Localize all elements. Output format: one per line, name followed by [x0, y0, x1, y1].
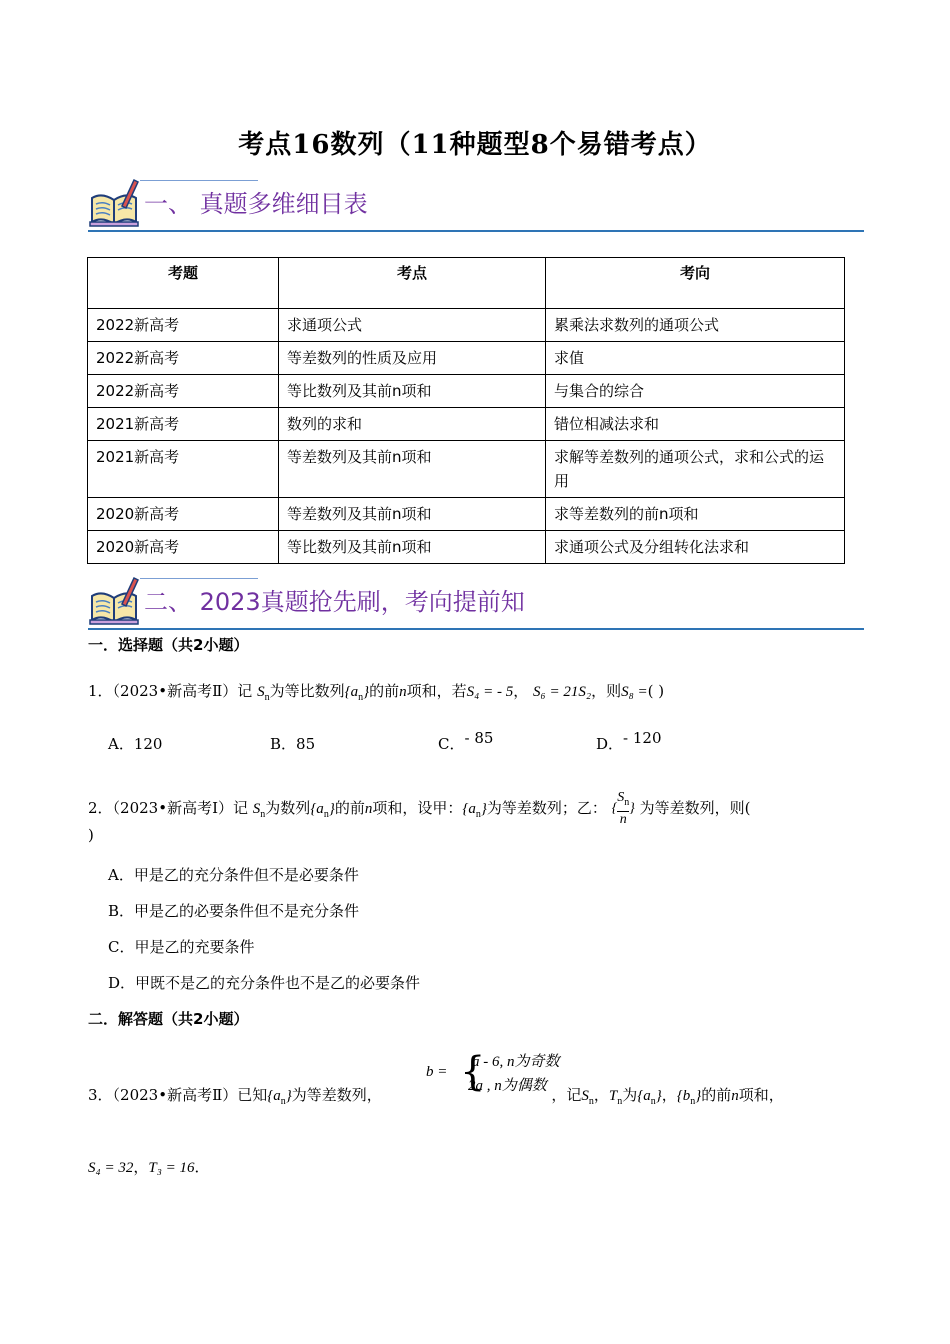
math-s8: S₈ =: [621, 684, 648, 700]
table-header-row: [88, 258, 845, 309]
option-label: A．: [108, 735, 134, 753]
math-n: n: [731, 1088, 739, 1104]
question-text: 为等比数列: [269, 682, 345, 700]
math-an: $\{a_n\}$: [344, 684, 370, 703]
math-sn: $S_n$: [252, 801, 266, 820]
question-source: （2023•新高考Ⅱ）: [112, 1086, 238, 1104]
option-value: - 120: [623, 729, 662, 747]
section-heading-2-text: 二、 2023真题抢先刷，考向提前知: [144, 588, 525, 616]
math-s4: S₄ = 32: [88, 1160, 134, 1176]
option-b[interactable]: [270, 733, 315, 754]
math-t3: T₃ = 16: [148, 1160, 195, 1176]
question-text: 为: [622, 1086, 638, 1104]
question-text: 的前: [334, 799, 365, 817]
option-value: - 85: [464, 729, 494, 747]
math-an: $\{a_n\}$: [637, 1088, 662, 1107]
question-text: ，: [133, 1158, 149, 1176]
open-book-icon: [88, 574, 140, 626]
question-source: （2023•新高考Ⅰ）: [112, 799, 233, 817]
question-text: 记: [237, 682, 253, 700]
option-value: 85: [296, 735, 316, 753]
table-cell: 求通项公式及分组转化法求和: [546, 531, 845, 564]
table-cell: 2022新高考: [88, 309, 279, 342]
table-cell: 等差数列及其前n项和: [279, 498, 546, 531]
section-heading-1: [88, 176, 864, 232]
math-bn: b =: [426, 1064, 448, 1080]
math-tn: $T_n$: [608, 1088, 623, 1107]
question-text: 的前: [701, 1086, 732, 1104]
question-number: 1．: [88, 682, 113, 700]
question-text: 已知: [237, 1086, 268, 1104]
question-3-conditions: [88, 1154, 210, 1181]
table-cell: 等差数列及其前n项和: [279, 441, 546, 498]
question-text: 的前: [369, 682, 400, 700]
table-cell: 2021新高考: [88, 441, 279, 498]
table-cell: 错位相减法求和: [546, 408, 845, 441]
math-n: n: [364, 801, 373, 817]
question-text: 为等差数列；乙：: [486, 799, 607, 817]
piecewise-case-even: 2a , n为偶数: [468, 1078, 547, 1094]
question-text: 记: [233, 799, 249, 817]
question-number: 3．: [88, 1086, 113, 1104]
question-text: ，则: [591, 682, 622, 700]
table-cell: 2021新高考: [88, 408, 279, 441]
table-cell: 与集合的综合: [546, 375, 845, 408]
question-text: 项和，: [738, 1086, 784, 1104]
page-title: 考点16数列（11种题型8个易错考点）: [238, 130, 712, 160]
question-text: 项和，设甲：: [372, 799, 463, 817]
question-text: ．: [194, 1158, 210, 1176]
open-book-icon: [88, 176, 140, 228]
table-cell: 数列的求和: [279, 408, 546, 441]
table-cell: 2022新高考: [88, 375, 279, 408]
table-cell: 等比数列及其前n项和: [279, 531, 546, 564]
option-a[interactable]: A．甲是乙的充分条件但不是必要条件: [108, 866, 359, 884]
question-1: [88, 678, 868, 711]
math-n: n: [399, 684, 407, 700]
option-c[interactable]: [438, 729, 494, 754]
option-d[interactable]: D．甲既不是乙的充分条件也不是乙的必要条件: [108, 974, 421, 992]
math-an: $\{a_n\}$: [267, 1088, 292, 1107]
option-a[interactable]: [108, 733, 162, 754]
part-label-answer: 二．解答题（共2小题）: [88, 1010, 249, 1028]
table-cell: 求值: [546, 342, 845, 375]
header-exam: 考题: [88, 258, 279, 309]
table-cell: 累乘法求数列的通项公式: [546, 309, 845, 342]
table-cell: 求解等差数列的通项公式，求和公式的运用: [546, 441, 845, 498]
math-symbol: S: [257, 684, 265, 700]
question-text: 为等差数列，则: [639, 799, 745, 817]
question-text: (: [744, 799, 751, 817]
question-text: ，: [513, 682, 529, 700]
question-text: ，记: [551, 1086, 582, 1104]
question-text: 为等差数列，: [291, 1086, 382, 1104]
math-an: $\{a_n\}$: [462, 801, 487, 820]
math-eq1: S₄ = - 5: [466, 684, 514, 700]
option-value: 120: [133, 735, 163, 753]
question-text: 为数列: [265, 799, 311, 817]
header-direction: 考向: [546, 258, 845, 309]
question-2: [88, 790, 868, 828]
math-fraction-sn-over-n: { $\frac{S_n}{n}$ }: [611, 790, 635, 827]
math-sn: $S_n$: [257, 684, 270, 703]
section-heading-2: [88, 574, 864, 630]
table-cell: 等比数列及其前n项和: [279, 375, 546, 408]
header-topic: 考点: [279, 258, 546, 309]
exam-topic-table: [87, 257, 845, 564]
table-row: [88, 408, 845, 441]
question-source: （2023•新高考Ⅱ）: [112, 682, 238, 700]
option-b[interactable]: B．甲是乙的必要条件但不是充分条件: [108, 902, 360, 920]
option-d[interactable]: [596, 729, 662, 754]
table-cell: 2022新高考: [88, 342, 279, 375]
piecewise-case-odd: a - 6, n为奇数: [472, 1054, 560, 1070]
math-an: $\{a_n\}$: [310, 801, 335, 820]
question-3: [88, 1082, 868, 1115]
math-symbol: {a: [344, 684, 359, 700]
section-heading-1-text: 一、 真题多维细目表: [144, 190, 368, 218]
brace: {: [460, 1049, 486, 1095]
option-label: C．: [438, 735, 465, 753]
question-text: ，: [593, 1086, 609, 1104]
question-text: 项和，若: [406, 682, 467, 700]
option-label: B．: [270, 735, 297, 753]
table-row: [88, 375, 845, 408]
part-label-choice: 一．选择题（共2小题）: [88, 636, 249, 654]
table-row: [88, 309, 845, 342]
table-row: [88, 531, 845, 564]
table-cell: 2020新高考: [88, 531, 279, 564]
table-cell: 求等差数列的前n项和: [546, 498, 845, 531]
math-bn-set: $\{b_n\}$: [676, 1088, 702, 1107]
table-row: [88, 441, 845, 498]
table-cell: 求通项公式: [279, 309, 546, 342]
table-cell: 等差数列的性质及应用: [279, 342, 546, 375]
question-text: ，: [661, 1086, 677, 1104]
table-cell: 2020新高考: [88, 498, 279, 531]
table-row: [88, 498, 845, 531]
option-label: D．: [596, 735, 624, 753]
math-eq2: S₆ = 21S₂: [533, 684, 592, 700]
option-c[interactable]: C．甲是乙的充要条件: [108, 938, 255, 956]
math-sn: $S_n$: [581, 1088, 594, 1107]
table-row: [88, 342, 845, 375]
question-text: ( ): [647, 682, 665, 700]
question-number: 2．: [88, 799, 113, 817]
question-2-close-paren: ): [88, 826, 94, 844]
